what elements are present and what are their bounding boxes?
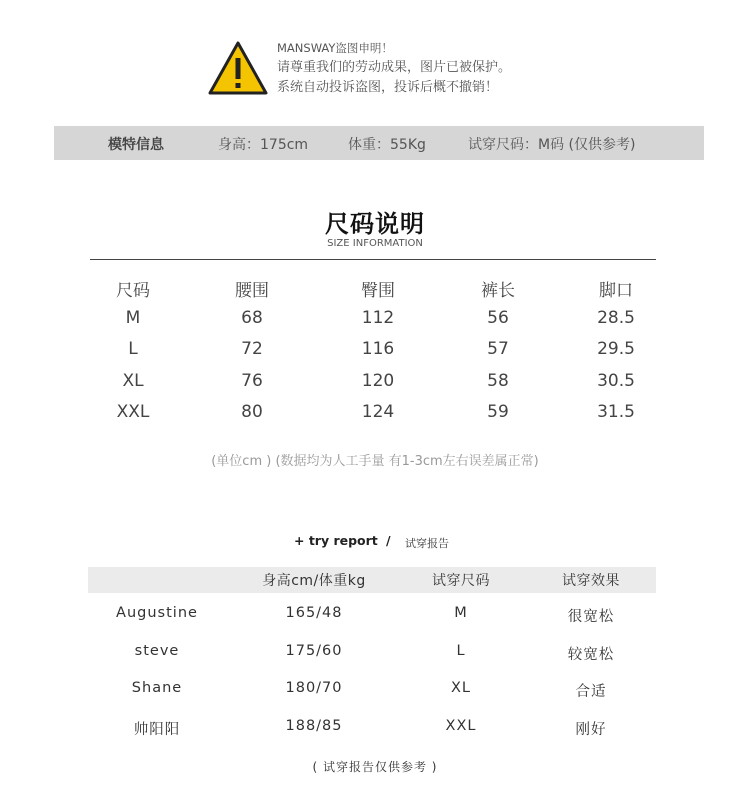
table-row [0, 643, 750, 681]
size-cell: L [128, 339, 138, 359]
try-report-title-cn: 试穿报告 [405, 537, 449, 550]
notice-line-3: 系统自动投诉盗图，投诉后概不撤销！ [277, 80, 499, 95]
tester-fit: 刚好 [575, 721, 607, 738]
size-table-header [90, 276, 680, 308]
size-cell: 72 [241, 339, 263, 359]
table-row [90, 339, 680, 371]
tester-size: L [456, 642, 466, 659]
size-cell: 124 [361, 402, 395, 422]
try-header-cell: 试穿效果 [562, 573, 620, 589]
size-cell: 30.5 [597, 370, 635, 391]
size-header-cell: 裤长 [481, 281, 515, 301]
size-subtitle: SIZE INFORMATION [327, 238, 423, 249]
tester-height-weight: 188/85 [285, 717, 343, 734]
table-row [0, 718, 750, 756]
size-cell: 31.5 [597, 402, 635, 422]
tester-name: Augustine [116, 605, 198, 621]
notice-line-2: 请尊重我们的劳动成果，图片已被保护。 [277, 60, 512, 75]
size-header-cell: 尺码 [116, 281, 150, 301]
size-table [90, 276, 680, 434]
tester-height-weight: 165/48 [285, 605, 343, 621]
table-row [90, 402, 680, 434]
try-header-cell: 身高cm/体重kg [262, 573, 366, 589]
tester-name: steve [134, 642, 180, 659]
tester-name: Shane [131, 680, 183, 696]
size-cell: 29.5 [597, 339, 635, 359]
size-cell: XXL [116, 402, 150, 422]
size-header-cell: 脚口 [599, 281, 633, 301]
table-row [0, 680, 750, 718]
tester-size: XXL [445, 717, 477, 734]
try-report-note: ( 试穿报告仅供参考 ) [312, 760, 438, 774]
size-cell: 76 [241, 370, 263, 391]
try-header-cell: 试穿尺码 [432, 573, 490, 589]
table-row [90, 371, 680, 403]
size-cell: 120 [361, 370, 395, 391]
size-cell: 116 [361, 339, 395, 359]
tester-size: M [454, 605, 468, 621]
model-height: 身高：175cm [218, 137, 309, 153]
model-weight: 体重：55Kg [348, 137, 426, 153]
try-report-table [0, 605, 750, 755]
size-cell: 57 [487, 339, 509, 359]
size-cell: 56 [487, 307, 509, 328]
tester-fit: 很宽松 [567, 609, 615, 625]
size-header-cell: 臀围 [361, 281, 395, 301]
size-cell: 58 [487, 370, 509, 391]
size-title: 尺码说明 [325, 210, 425, 238]
divider [90, 259, 656, 260]
tester-fit: 合适 [575, 684, 607, 700]
size-cell: 112 [361, 307, 395, 328]
size-cell: 28.5 [597, 307, 635, 328]
table-row [90, 308, 680, 340]
notice-line-1: MANSWAY盗图申明！ [277, 41, 393, 55]
size-cell: M [125, 307, 141, 328]
copyright-notice [207, 38, 567, 98]
tester-size: XL [450, 680, 472, 696]
tester-name: 帅阳阳 [133, 721, 181, 738]
size-header-cell: 腰围 [235, 281, 269, 301]
try-report-title-en: + try report [294, 533, 378, 548]
tester-height-weight: 175/60 [285, 642, 343, 659]
notice-text [277, 38, 511, 98]
model-info-bar [54, 126, 704, 160]
tester-height-weight: 180/70 [285, 680, 343, 696]
size-note: (单位cm ) (数据均为人工手量 有1-3cm左右误差属正常) [211, 454, 539, 469]
table-row [0, 605, 750, 643]
title-separator: / [386, 533, 391, 548]
warning-icon [207, 40, 269, 96]
model-info-label: 模特信息 [108, 137, 164, 153]
size-cell: 80 [241, 402, 263, 422]
size-cell: 68 [241, 307, 263, 328]
size-cell: 59 [487, 402, 509, 422]
tester-fit: 较宽松 [567, 646, 615, 663]
size-cell: XL [122, 370, 144, 391]
try-report-header [88, 567, 656, 593]
model-size: 试穿尺码：M码 (仅供参考) [468, 137, 636, 153]
